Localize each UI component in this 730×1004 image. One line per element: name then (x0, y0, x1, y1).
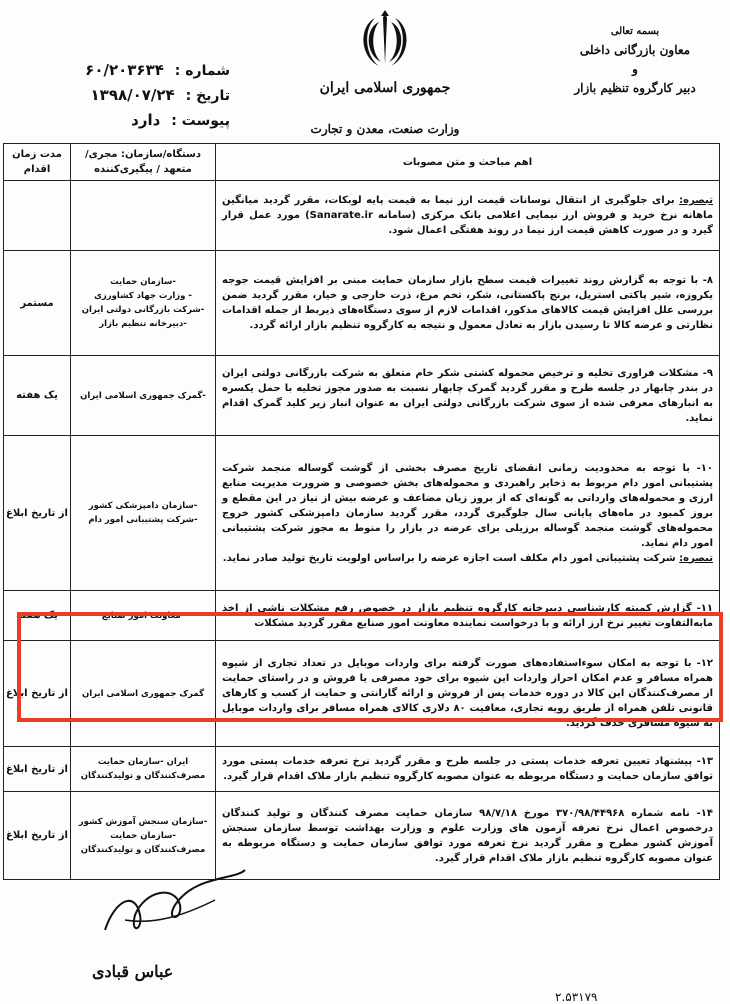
org-cell: -سازمان حمایت - وزارت جهاد کشاورزی -شرکت بازرگانی دولتی ایران -دبیرخانه تنظیم بازار (71, 251, 216, 356)
date-line (40, 83, 230, 108)
bottom-number: ۲.۵۳۱۷۹ (555, 990, 598, 1004)
note-label: تبصره: (679, 195, 713, 206)
org-cell: -معاونت امور صنایع (71, 591, 216, 641)
content-header: اهم مباحث و متن مصوبات (216, 144, 720, 181)
number-line (40, 58, 230, 83)
number-label: شماره : (174, 63, 230, 79)
duration-cell: یک هفته (4, 356, 71, 436)
table-row (4, 641, 720, 747)
note-text: برای جلوگیری از انتقال نوسانات قیمت ارز نیما به قیمت پایه لوبکات، مقرر گردید میانگین ماهانه نرخ خرید و فروش ارز نیمایی اعلامی بانک مرکزی (سامانه Sanarate.ir) مورد عمل قرار گیرد و در صورت کاهش قیمت ارز نیما در روند هفتگی اعمال شود. (222, 195, 714, 236)
duration-cell: یک هفته (4, 591, 71, 641)
and-text: و (632, 62, 638, 76)
note-text: شرکت پشتیبانی امور دام مکلف است اجازه عرضه را براساس اولویت تاریخ تولید صادر نماید. (222, 552, 680, 564)
duration-cell: از تاریخ ابلاغ (4, 641, 71, 747)
iran-emblem-icon (357, 8, 413, 70)
secretary-title: دبیر کارگروه تنظیم بازار (574, 81, 696, 95)
duration-cell: از تاریخ ابلاغ (4, 792, 71, 880)
item-text: ۱۴- نامه شماره ۳۷۰/۹۸/۴۴۹۶۸ مورخ ۹۸/۷/۱۸ سازمان حمایت مصرف کنندگان و تولید کنندگان درخصوص اعمال نرخ تعرفه آزمون های وزارت علوم و وزارت بهداشت توسط سازمان سنجش آموزش کشور مطرح و مقرر گردید نرخ تعرفه مورد توافق سازمان حمایت و دستگاه مربوطه به عنوان مصوبه کارگروه تنظیم بازار ملاک اقدام قرار گیرد. (216, 792, 720, 880)
item-text: ۱۳- پیشنهاد تعیین تعرفه خدمات پستی در جلسه طرح و مقرر گردید نرخ تعرفه خدمات پستی مورد توافق سازمان حمایت و دستگاه مربوطه به عنوان مصوبه کارگروه تنظیم بازار ملاک اقدام قرار گیرد. (216, 747, 720, 792)
duration-cell (4, 181, 71, 251)
duration-cell: مستمر (4, 251, 71, 356)
org-cell: -گمرک جمهوری اسلامی ایران (71, 356, 216, 436)
org-cell: گمرک جمهوری اسلامی ایران (71, 641, 216, 747)
header-right (560, 22, 710, 98)
item-text-cell (216, 436, 720, 591)
ministry-title: وزارت صنعت، معدن و تجارت (310, 122, 460, 136)
item-text: ۸- با توجه به گزارش روند تغییرات قیمت سطح بازار سازمان حمایت مبنی بر افزایش قیمت جوجه یکروزه، شیر پاکتی استریل، برنج پاکستانی، شکر، تخم مرغ، ذرت خارجی و خیار، مقرر گردید ضمن بررسی علل افزایش قیمت کالاهای مذکور، اقدامات لازم از سوی دستگاه‌های ذیربط از جمله اقدامات نظارتی و عرضه کالا تا رسیدن بازار به تعادل معمول و نتیجه به کارگروه تنظیم بازار ارائه گردد. (216, 251, 720, 356)
resolutions-table (3, 143, 720, 880)
org-cell: -سازمان سنجش آموزش کشور -سازمان حمایت مصرف‌کنندگان و تولیدکنندگان (71, 792, 216, 880)
attachment-line (40, 108, 230, 133)
signature-icon (85, 860, 255, 950)
note-label: تبصره: (679, 552, 713, 564)
note-cell (216, 181, 720, 251)
republic-title: جمهوری اسلامی ایران (319, 80, 451, 96)
item-bold-text: معافیت ۸۰ دلاری کالای همراه مسافر برای واردات موبایل به شیوه مسافری حذف گردید. (222, 703, 713, 729)
duration-cell: از تاریخ ابلاغ (4, 747, 71, 792)
number-value: ۶۰/۲۰۳۶۳۴ (85, 61, 164, 79)
item-text: ۱۰- با توجه به محدودیت زمانی انقضای تاریخ مصرف بخشی از گوشت گوساله منجمد شرکت پشتیبانی امور دام مربوط به ذخایر راهبردی و محموله‌های بخش خصوصی و ضرورت مدیریت منابع ارزی و محموله‌های وارداتی به گونه‌ای که از بروز زیان مضاعف و عرضه بیش از نیاز در این مقطع و بروز کمبود در ماه‌های پایانی سال جلوگیری گردد، مقرر گردید سازمان دامپزشکی کشور خروج محموله‌های گوشت منجمد گوساله برزیلی برای عرضه در بازار را منوط به مجوز شرکت پشتیبانی امور دام نماید. (222, 462, 713, 549)
bismillah-text: بسمه تعالی (610, 26, 660, 37)
org-cell: -سازمان دامپزشکی کشور -شرکت پشتیبانی امور دام (71, 436, 216, 591)
item-text: ۹- مشکلات فراوری تخلیه و ترخیص محموله کشتی شکر خام متعلق به شرکت بازرگانی دولتی ایران در بندر چابهار در جلسه طرح و مقرر گردید گمرک چابهار نسبت به صدور مجوز تخلیه با حمل یکسره به انبارهای معرفی شده از سوی شرکت بازرگانی دولتی ایران به عنوان انبار زیر کلید گمرک اقدام نماید. (216, 356, 720, 436)
table-row (4, 251, 720, 356)
table-header-row (4, 144, 720, 181)
date-label: تاریخ : (185, 88, 230, 104)
header-center (300, 8, 470, 136)
attachment-label: پیوست : (171, 113, 230, 129)
item-text: ۱۱- گزارش کمیته کارشناسی دبیرخانه کارگروه تنظیم بازار در خصوص رفع مشکلات ناشی از اخذ مابه‌التفاوت تغییر نرخ ارز ارائه و با درخواست نماینده معاونت امور صنایع مقرر گردید مشکلات (216, 591, 720, 641)
attachment-value: دارد (131, 111, 161, 129)
org-cell (71, 181, 216, 251)
duration-header: مدت زمان اقدام (4, 144, 71, 181)
deputy-title: معاون بازرگانی داخلی (579, 43, 691, 57)
org-header: دستگاه/سازمان: مجری/ متعهد / پیگیری‌کننده (71, 144, 216, 181)
table-row (4, 181, 720, 251)
table-row (4, 436, 720, 591)
date-value: ۱۳۹۸/۰۷/۲۴ (90, 86, 175, 104)
duration-cell: از تاریخ ابلاغ (4, 436, 71, 591)
table-row (4, 356, 720, 436)
item-text: ۱۲- با توجه به امکان سوءاستفاده‌های صورت گرفته برای واردات موبایل در تعداد تجاری از شیوه همراه مسافر و عدم امکان احراز واردات این شیوه برای خود مصرفی یا فروش و در راستای حمایت از مصرف‌کنندگان این کالا در دوره خدمات پس از فروش و ارائه گارانتی و حمایت از کسب و کارهای قانونی تلفن همراه از طریق رویه تجاری، (222, 658, 713, 714)
table-row (4, 747, 720, 792)
table-row (4, 591, 720, 641)
item-text-cell (216, 641, 720, 747)
signatory-name: عباس قبادی (92, 962, 174, 981)
org-cell: ایران -سازمان حمایت مصرف‌کنندگان و تولیدکنندگان (71, 747, 216, 792)
header-meta (40, 58, 230, 133)
